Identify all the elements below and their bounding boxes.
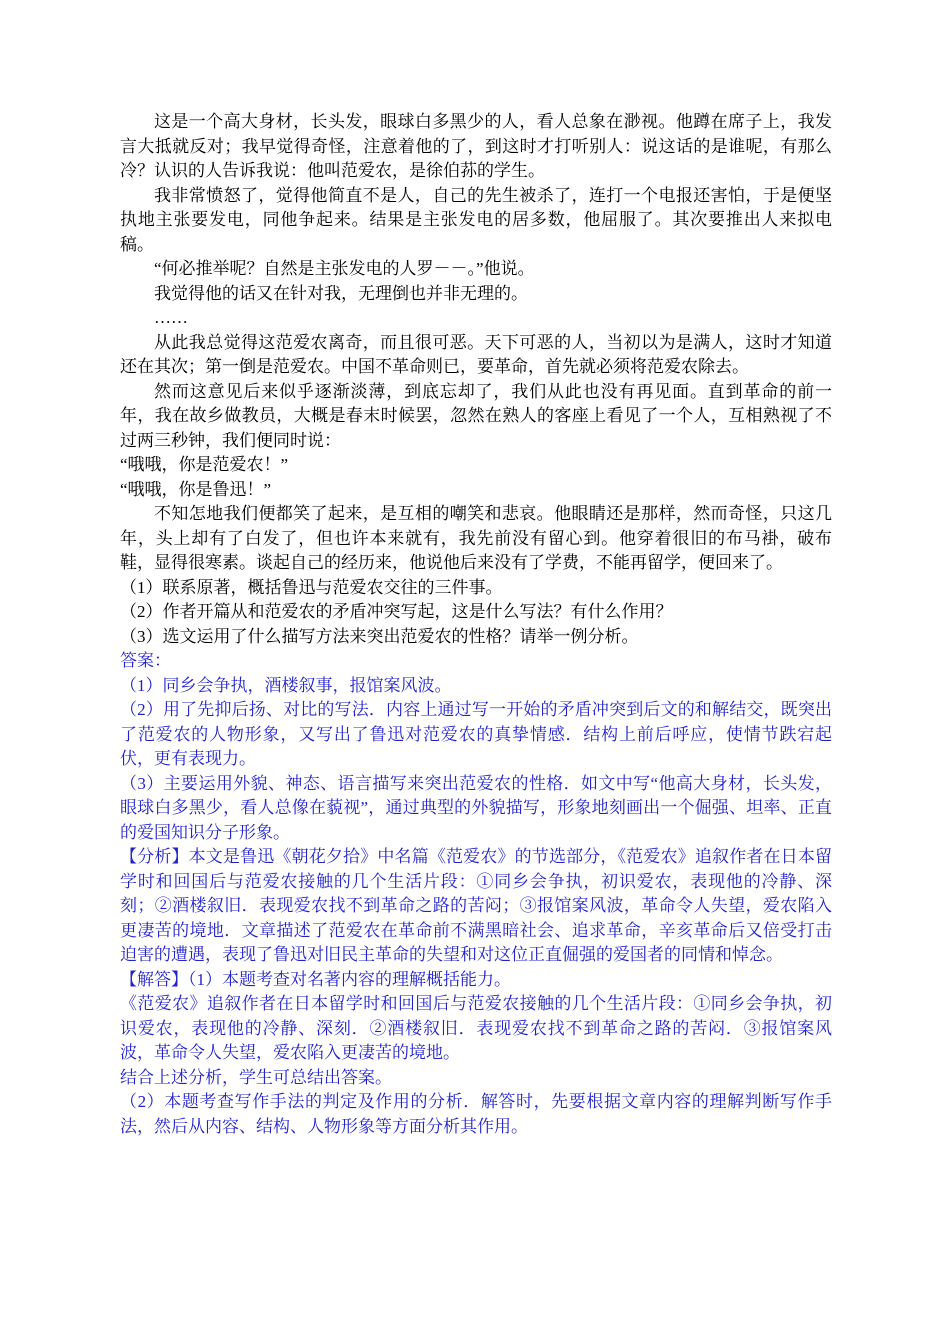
paragraph: 【解答】（1）本题考查对名著内容的理解概括能力。 — [120, 969, 511, 989]
paragraph: “何必推举呢？自然是主张发电的人罗－－。”他说。 — [154, 259, 535, 278]
paragraph: 我非常愤怒了，觉得他简直不是人，自己的先生被杀了，连打一个电报还害怕，于是便坚执地主张要发电，同他争起来。结果是主张发电的居多数，他屈服了。其次要推出人来拟电稿。 — [120, 185, 832, 254]
paragraph: 我觉得他的话又在针对我，无理倒也并非无理的。 — [154, 283, 528, 303]
paragraph: （3）选文运用了什么描写方法来突出范爱农的性格？请举一例分析。 — [120, 626, 639, 646]
paragraph: 然而这意见后来似乎逐渐淡薄，到底忘却了，我们从此也没有再见面。直到革命的前一年，我在故乡做教员，大概是春末时候罢，忽然在熟人的客座上看见了一个人，互相熟视了不过两三秒钟，我们便同时说： — [120, 381, 832, 450]
paragraph: 不知怎地我们便都笑了起来，是互相的嘲笑和悲哀。他眼睛还是那样，然而奇怪，只这几年，头上却有了白发了，但也许本来就有，我先前没有留心到。他穿着很旧的布马褂，破布鞋，显得很寒素。谈起自己的经历来，他说他后来没有了学费，不能再留学，便回来了。 — [120, 504, 832, 572]
paragraph: （1）联系原著，概括鲁迅与范爱农交往的三件事。 — [120, 577, 503, 597]
paragraph: （2）用了先抑后扬、对比的写法．内容上通过写一开始的矛盾冲突到后文的和解结交，既突出了范爱农的人物形象，又写出了鲁迅对范爱农的真挚情感．结构上前后呼应，使情节跌宕起伏，更有表现力。 — [120, 700, 832, 768]
paragraph: 结合上述分析，学生可总结出答案。 — [120, 1067, 392, 1087]
paragraph: 【分析】本文是鲁迅《朝花夕拾》中名篇《范爱农》的节选部分，《范爱农》追叙作者在日本留学时和回国后与范爱农接触的几个生活片段：①同乡会争执，初识爱农，表现他的冷静、深刻；②酒楼叙旧．表现爱农找不到革命之路的苦闷；③报馆案风波，革命令人失望，爱农陷入更凄苦的境地．文章描述了范爱农在革命前不满黑暗社会、追求革命，辛亥革命后又倍受打击迫害的遭遇，表现了鲁迅对旧民主革命的失望和对这位正直倔强的爱国者的同情和悼念。 — [120, 847, 832, 964]
paragraph: （1）同乡会争执，酒楼叙事，报馆案风波。 — [120, 675, 452, 695]
paragraph: …… — [154, 308, 188, 327]
paragraph: 答案： — [120, 651, 171, 670]
paragraph: （3）主要运用外貌、神态、语言描写来突出范爱农的性格．如文中写“他高大身材，长头发，眼球白多黑少，看人总像在藐视”，通过典型的外貌描写，形象地刻画出一个倔强、坦率、正直的爱国知识分子形象。 — [120, 773, 832, 842]
paragraph: （2）本题考查写作手法的判定及作用的分析．解答时，先要根据文章内容的理解判断写作手法，然后从内容、结构、人物形象等方面分析其作用。 — [120, 1092, 832, 1136]
paragraph: 从此我总觉得这范爱农离奇，而且很可恶。天下可恶的人，当初以为是满人，这时才知道还在其次；第一倒是范爱农。中国不革命则已，要革命，首先就必须将范爱农除去。 — [120, 332, 832, 376]
paragraph: 这是一个高大身材，长头发，眼球白多黑少的人，看人总象在渺视。他蹲在席子上，我发言大抵就反对；我早觉得奇怪，注意着他的了，到这时才打听别人：说这话的是谁呢，有那么冷？认识的人告诉我说：他叫范爱农，是徐伯荪的学生。 — [120, 112, 832, 180]
document-body — [120, 110, 832, 1139]
paragraph: （2）作者开篇从和范爱农的矛盾冲突写起，这是什么写法？有什么作用？ — [120, 602, 673, 621]
paragraph: 《范爱农》追叙作者在日本留学时和回国后与范爱农接触的几个生活片段：①同乡会争执，初识爱农，表现他的冷静、深刻．②酒楼叙旧．表现爱农找不到革命之路的苦闷．③报馆案风波，革命令人失望，爱农陷入更凄苦的境地。 — [120, 994, 832, 1062]
paragraph: “哦哦，你是范爱农！” — [120, 455, 289, 474]
paragraph: “哦哦，你是鲁迅！” — [120, 479, 272, 499]
